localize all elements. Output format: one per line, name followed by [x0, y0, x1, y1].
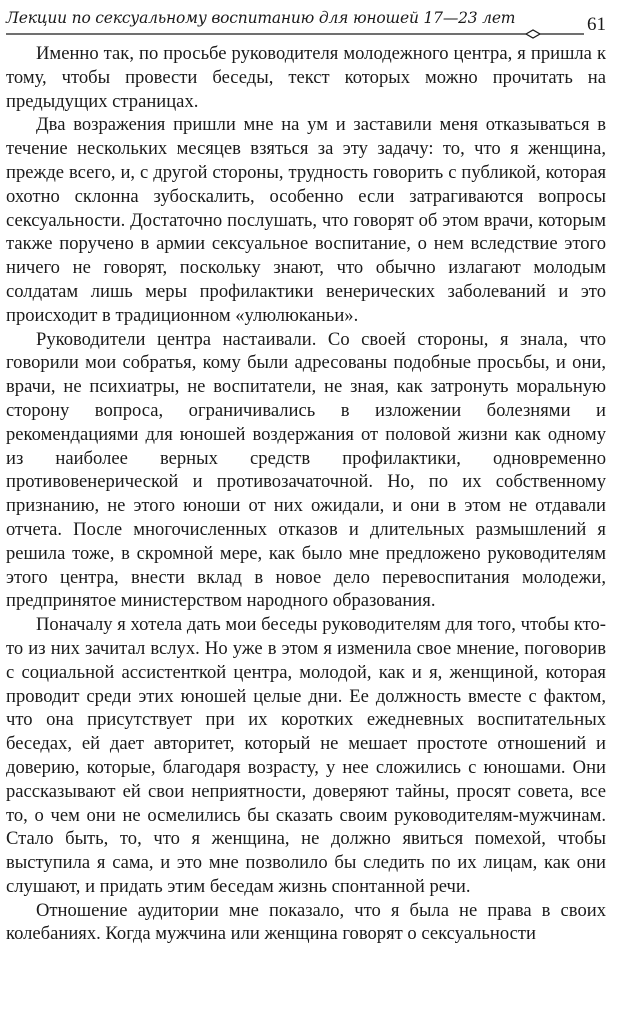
running-title: Лекции по сексуальному воспитанию для юношей 17—23 лет [6, 9, 516, 27]
page-number: 61 [587, 14, 606, 35]
paragraph: Именно так, по просьбе руководителя молодежного центра, я пришла к тому, чтобы провести беседы, текст которых можно прочитать на предыдущих страницах. [6, 43, 606, 112]
paragraph: Два возражения пришли мне на ум и заставили меня отказываться в течение нескольких месяцев взяться за эту задачу: то, что я женщина, прежде всего, и, с другой стороны, трудность говорить с публикой, которая охотно склонна зубоскалить, особенно если затрагиваются вопросы сексуальности. Достаточно послушать, что говорят об этом врачи, которым также поручено в армии сексуальное воспитание, о нем вследствие этого ничего не говорят, поскольку знают, что обычно излагают молодым солдатам лишь меры профилактики венерических заболеваний и это происходит в традиционном «улюлюканьи». [6, 114, 606, 326]
paragraph: Отношение аудитории мне показало, что я была не права в своих колебаниях. Когда мужчина или женщина говорят о сексуальности [6, 899, 606, 945]
paragraph: Поначалу я хотела дать мои беседы руководителям для того, чтобы кто-то из них зачитал вслух. Но уже в этом я изменила свое мнение, поговорив с социальной ассистенткой центра, молодой, как и я, женщиной, которая проводит среди этих юношей целые дни. Ее должность вместе с фактом, что она присутствует при их коротких ежедневных воспитательных беседах, ей дает авторитет, который не мешает простоте отношений и доверию, которые, благодаря возрасту, у нее сложились с юношами. Они рассказывают ей свои неприятности, доверяют тайны, просят совета, все то, о чем они не осмелились бы сказать своим руководителям-мужчинам. Стало быть, то, что я женщина, не должно явиться помехой, чтобы выступила я сама, и это мне позволило бы следить по их лицам, как они слушают, и придать этим беседам жизнь спонтанной речи. [6, 614, 606, 897]
running-header [6, 8, 606, 42]
paragraph: Руководители центра настаивали. Со своей стороны, я знала, что говорили мои собратья, кому были адресованы подобные просьбы, и они, врачи, не психиатры, не воспитатели, не зная, как затронуть моральную сторону вопроса, ограничивались в изложении болезнями и рекомендациями для юношей воздержания от половой жизни как одному из наиболее верных средств профилактики, одновременно противовенерической и противозачаточной. Но, по их собственному признанию, не этого юноши от них ожидали, и они в этом не отдавали отчета. После многочисленных отказов и длительных размышлений я решила тоже, в скромной мере, как было мне предложено руководителям этого центра, внести вклад в новое дело перевоспитания молодежи, предпринятое министерством народного образования. [6, 328, 606, 612]
header-rule-ornament [6, 28, 584, 40]
body-text [6, 42, 606, 946]
